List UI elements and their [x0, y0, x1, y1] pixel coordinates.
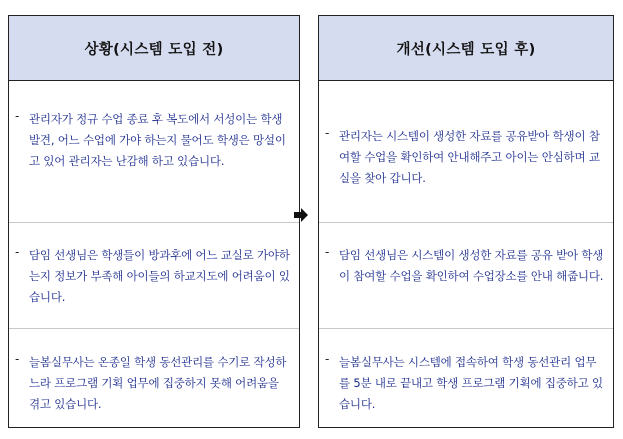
bullet: - — [325, 126, 330, 140]
after-panel — [318, 15, 614, 428]
bullet: - — [15, 109, 20, 123]
after-item-text: 관리자는 시스템이 생성한 자료를 공유받아 학생이 참여할 수업을 확인하여 안내해주고 아이는 안심하며 교실을 찾아 갑니다. — [339, 129, 600, 185]
before-item — [9, 223, 299, 329]
after-item-text: 담임 선생님은 시스템이 생성한 자료를 공유 받아 학생이 참여할 수업을 확인하여 수업장소를 안내 해줍니다. — [339, 248, 604, 283]
after-item — [319, 95, 613, 223]
bullet: - — [325, 245, 330, 259]
after-item — [319, 329, 613, 427]
bullet: - — [325, 352, 330, 366]
after-item-text: 늘봄실무사는 시스템에 접속하여 학생 동선관리 업무를 5분 내로 끝내고 학생 프로그램 기획에 집중하고 있습니다. — [339, 355, 603, 411]
after-item — [319, 223, 613, 329]
before-item — [9, 95, 299, 223]
before-item-text: 관리자가 정규 수업 종료 후 복도에서 서성이는 학생 발견, 어느 수업에 가야 하는지 물어도 학생은 망설이고 있어 관리자는 난감해 하고 있습니다. — [29, 112, 286, 168]
before-panel-title: 상황(시스템 도입 전) — [9, 16, 299, 81]
bullet: - — [15, 245, 20, 259]
before-item — [9, 329, 299, 427]
bullet: - — [15, 352, 20, 366]
before-panel — [8, 15, 300, 428]
after-panel-title: 개선(시스템 도입 후) — [319, 16, 613, 81]
before-item-text: 늘봄실무사는 온종일 학생 동선관리를 수기로 작성하느라 프로그램 기획 업무에 집중하지 못해 어려움을 겪고 있습니다. — [29, 355, 287, 411]
before-item-text: 담임 선생님은 학생들이 방과후에 어느 교실로 가야하는지 정보가 부족해 아이들의 하교지도에 어려움이 있습니다. — [29, 248, 290, 304]
right-arrow-icon — [292, 207, 310, 223]
